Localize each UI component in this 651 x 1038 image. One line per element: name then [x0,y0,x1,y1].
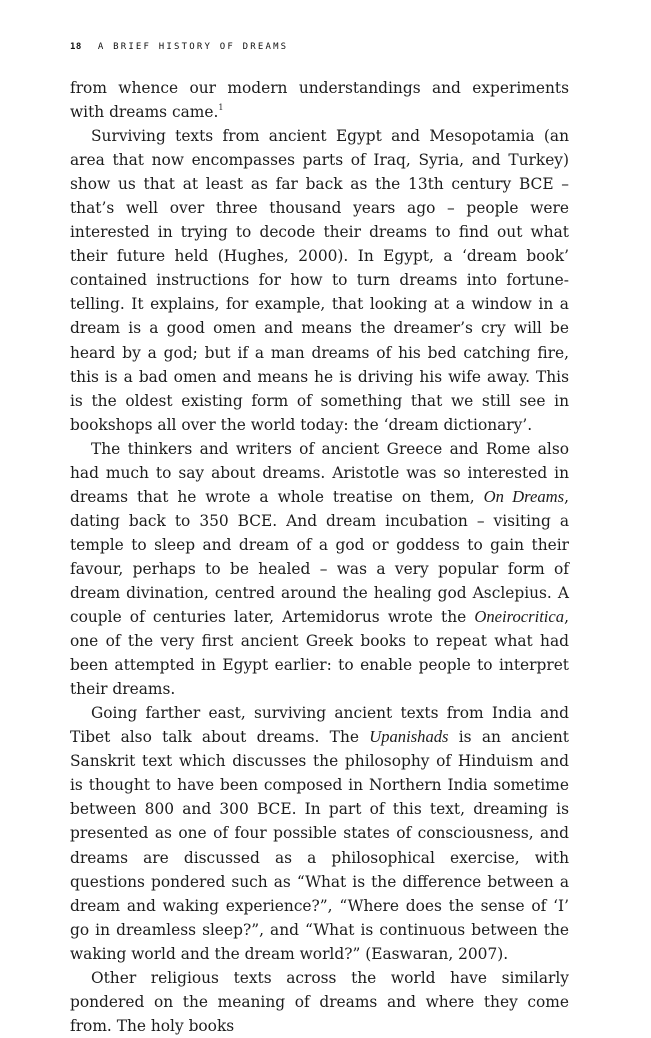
italic-title: On Dreams [483,486,565,506]
paragraph-text: is an ancient Sanskrit text which discusses the philosophy of Hinduism and is thought to have been composed in Northern India sometime between 800 and 300 BCE. In part of this text, dreaming is presented as one of four possible states of consciousness, and dreams are discussed as a philosophical exercise, with questions pondered such as “What is the difference between a dream and waking experience?”, “Where does the sense of ‘I’ go in dreamless sleep?”, and “What is continuous between the waking world and the dream world?” (Easwaran, 2007). [70,728,569,963]
paragraph [70,701,569,966]
paragraph-text: Other religious texts across the world have similarly pondered on the meaning of dreams and where they come from. The holy books [70,968,569,1035]
italic-title: Oneirocritica [474,607,565,627]
book-title: A BRIEF HISTORY OF DREAMS [97,42,289,52]
body-text [70,76,569,1038]
running-head [70,42,288,56]
paragraph-text: Going farther east, surviving ancient texts from India and Tibet also talk about dreams. The [70,704,569,747]
paragraph-text: , dating back to 350 BCE. And dream incubation – visiting a temple to sleep and dream of a god or goddess to gain their favour, perhaps to be healed – was a very popular form of dream divination, centred around the healing god Asclepius. A couple of centuries later, Artemidorus wrote the [70,487,569,627]
paragraph [70,966,569,1038]
paragraph-text: The thinkers and writers of ancient Greece and Rome also had much to say about dreams. Aristotle was so interested in dreams that he wrote a whole treatise on them, [70,439,569,506]
page-number: 18 [70,42,82,52]
paragraph-text: Surviving texts from ancient Egypt and Mesopotamia (an area that now encompasses parts of Iraq, Syria, and Turkey) show us that at least as far back as the 13th century BCE – that’s well over three thousand years ago – people were interested in trying to decode their dreams to find out what their future held (Hughes, 2000). In Egypt, a ‘dream book’ contained instructions for how to turn dreams into fortune-telling. It explains, for example, that looking at a window in a dream is a good omen and means the dreamer’s cry will be heard by a god; but if a man dreams of his bed catching fire, this is a bad omen and means he is driving his wife away. This is the oldest existing form of something that we still see in bookshops all over the world today: the ‘dream dictionary’. [70,127,569,434]
paragraph [70,124,569,437]
paragraph [70,437,569,702]
paragraph-text: from whence our modern understandings and experiments with dreams came. [70,79,569,122]
footnote-reference: 1 [218,102,224,112]
paragraph-text: , one of the very first ancient Greek books to repeat what had been attempted in Egypt earlier: to enable people to interpret their dreams. [70,608,569,699]
paragraph [70,76,569,124]
italic-title: Upanishads [369,727,449,747]
